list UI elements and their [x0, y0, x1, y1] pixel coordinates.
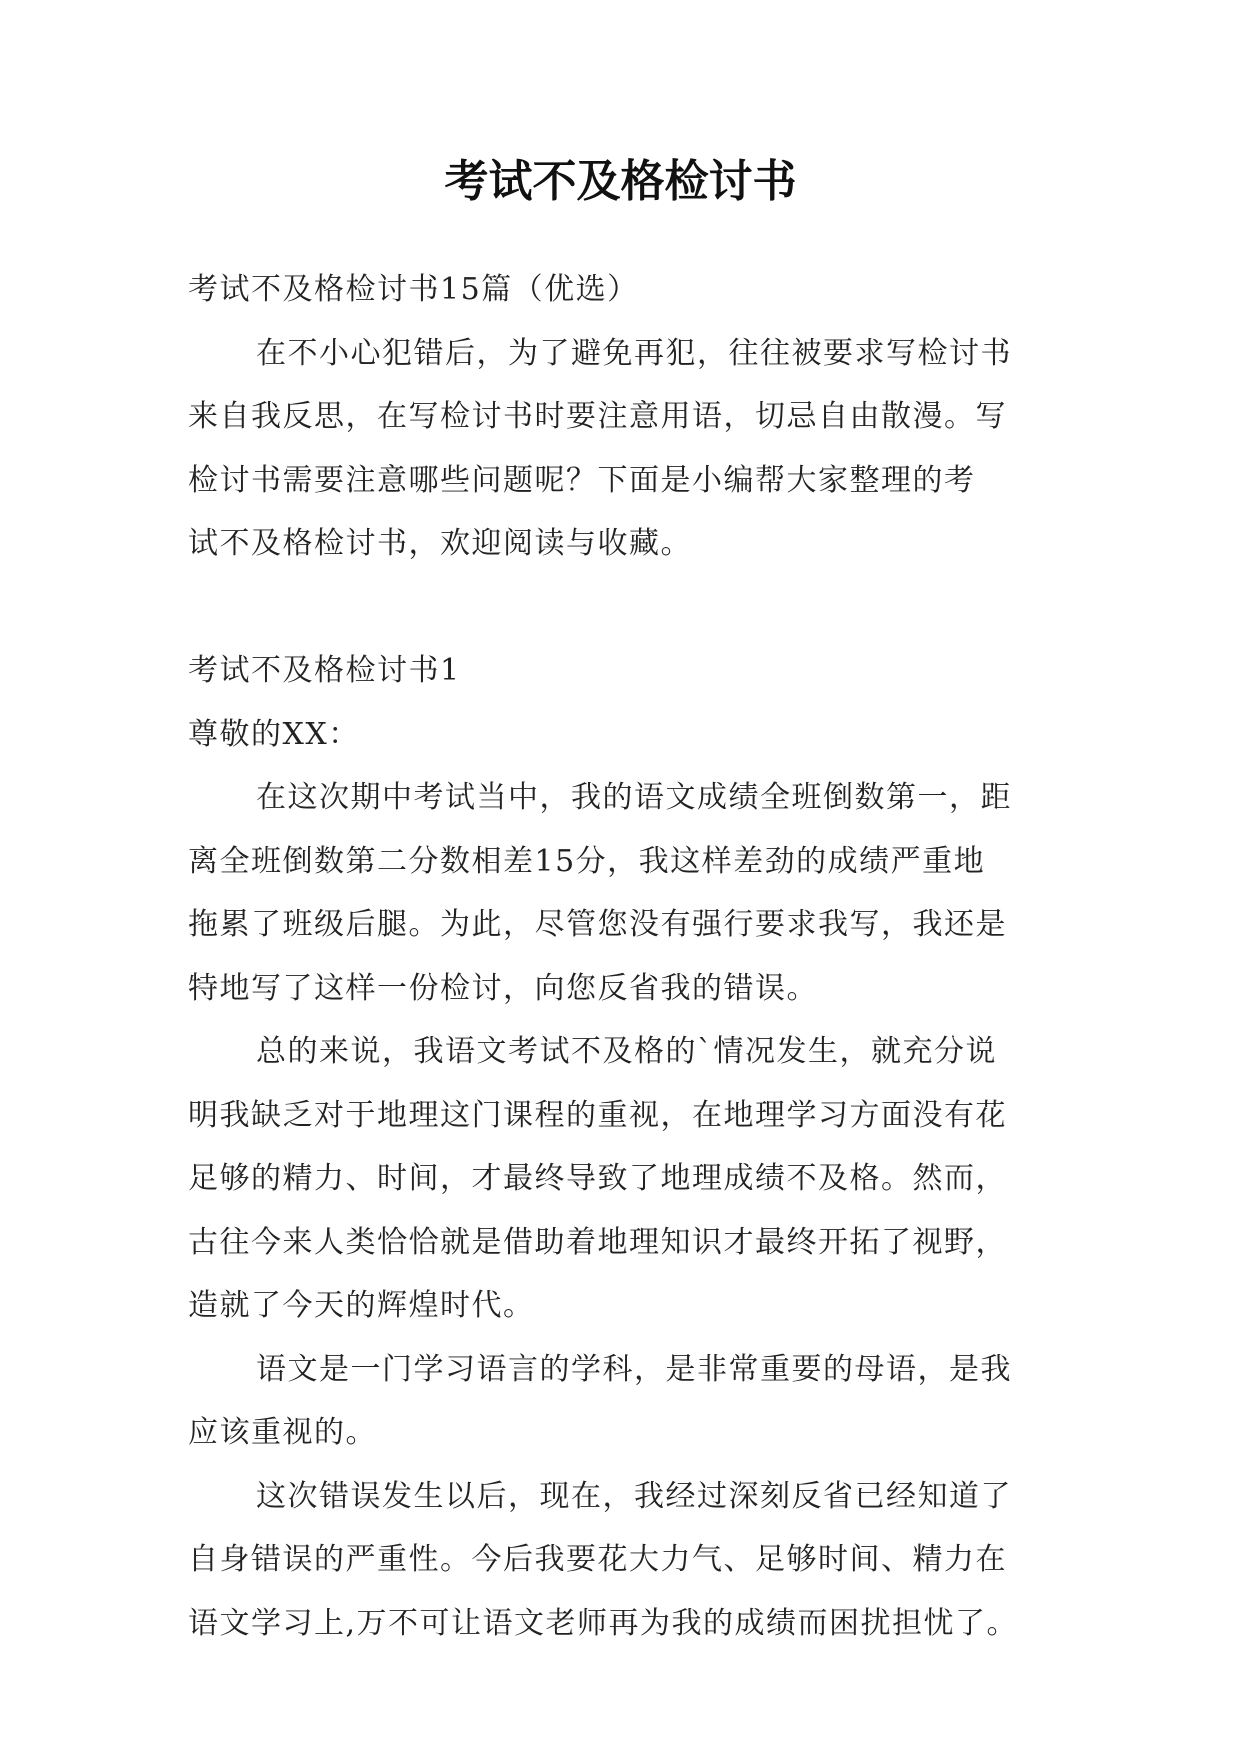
salutation: 尊敬的XX：	[188, 716, 360, 752]
document-title: 考试不及格检讨书	[444, 156, 797, 207]
paragraph-line: 语文学习上,万不可让语文老师再为我的成绩而困扰担忧了。	[188, 1605, 1019, 1641]
intro-paragraph	[188, 322, 1056, 576]
intro-line: 检讨书需要注意哪些问题呢？下面是小编帮大家整理的考	[188, 462, 976, 498]
intro-line: 来自我反思，在写检讨书时要注意用语，切忌自由散漫。写	[188, 399, 1007, 434]
body-paragraph	[188, 766, 1056, 1020]
body-paragraph	[188, 1020, 1056, 1338]
paragraph-line: 离全班倒数第二分数相差15分，我这样差劲的成绩严重地	[188, 843, 986, 879]
paragraph-line: 自身错误的严重性。今后我要花大力气、足够时间、精力在	[188, 1542, 1007, 1577]
paragraph-line: 应该重视的。	[188, 1415, 377, 1450]
paragraph-line: 总的来说，我语文考试不及格的`情况发生，就充分说	[256, 1034, 997, 1069]
paragraph-line: 在这次期中考试当中，我的语文成绩全班倒数第一，距	[256, 780, 1012, 815]
paragraph-line: 足够的精力、时间，才最终导致了地理成绩不及格。然而，	[188, 1161, 1007, 1196]
document-body	[188, 258, 1056, 1655]
section-heading: 考试不及格检讨书1	[188, 653, 461, 688]
document-subtitle: 考试不及格检讨书15篇（优选）	[188, 272, 639, 307]
body-paragraph	[188, 1465, 1056, 1656]
intro-line: 在不小心犯错后，为了避免再犯，往往被要求写检讨书	[256, 335, 1012, 371]
paragraph-line: 明我缺乏对于地理这门课程的重视，在地理学习方面没有花	[188, 1097, 1007, 1133]
paragraph-line: 造就了今天的辉煌时代。	[188, 1288, 535, 1323]
paragraph-line: 特地写了这样一份检讨，向您反省我的错误。	[188, 970, 818, 1006]
paragraph-line: 语文是一门学习语言的学科，是非常重要的母语，是我	[256, 1351, 1012, 1387]
paragraph-line: 拖累了班级后腿。为此，尽管您没有强行要求我写，我还是	[188, 907, 1007, 942]
paragraph-line: 这次错误发生以后，现在，我经过深刻反省已经知道了	[256, 1478, 1012, 1514]
body-paragraph	[188, 1338, 1056, 1465]
intro-line: 试不及格检讨书，欢迎阅读与收藏。	[188, 526, 692, 561]
paragraph-line: 古往今来人类恰恰就是借助着地理知识才最终开拓了视野，	[188, 1224, 1007, 1260]
section-spacer	[188, 576, 1056, 640]
